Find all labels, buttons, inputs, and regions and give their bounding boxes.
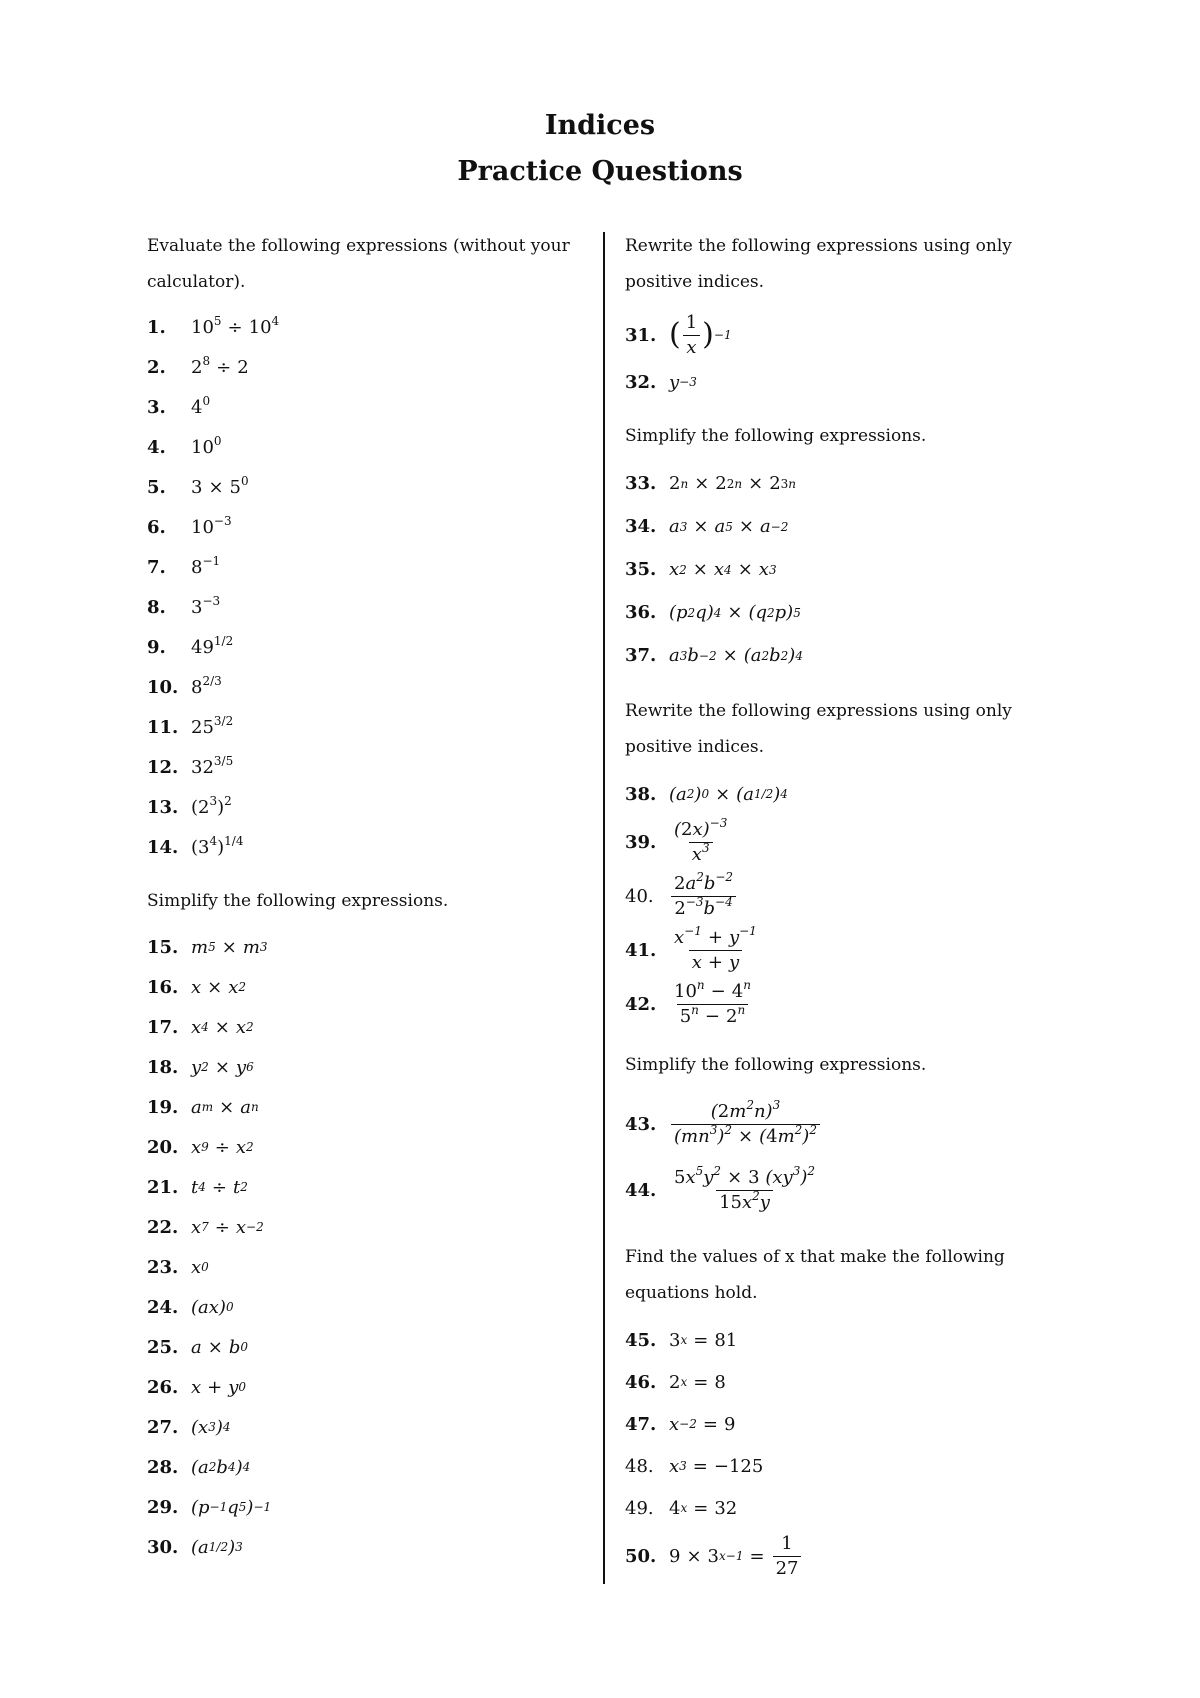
question-expression: a 3 × a 5 × a −2 (669, 516, 789, 537)
question-1 (147, 308, 597, 347)
question-number: 45. (625, 1329, 657, 1351)
question-number: 2. (147, 356, 166, 378)
column-divider (603, 232, 605, 1584)
question-number: 34. (625, 516, 657, 537)
question-4 (147, 427, 597, 467)
question-expression: x 9 ÷ x 2 (191, 1136, 254, 1158)
question-number: 4. (147, 436, 166, 458)
question-expression: (x 3 ) 4 (191, 1416, 231, 1438)
question-14 (147, 827, 597, 867)
question-47 (625, 1403, 1065, 1445)
right-column (625, 228, 1065, 1583)
question-number: 36. (625, 602, 657, 623)
question-expression: (p −1 q 5 ) −1 (191, 1496, 272, 1518)
question-number: 49. (625, 1497, 654, 1519)
instruction-evaluate: Evaluate the following expressions (without your calculator). (147, 236, 570, 292)
question-expression: $\frac{5x^5y^2 \times 3 (xy^3)^2}{15x^2y}$ (674, 1163, 815, 1213)
question-expression: x 7 ÷ x −2 (191, 1216, 264, 1238)
question-expression: $10^{-3}$ (191, 513, 232, 538)
question-expression: $8^{2/3}$ (191, 673, 222, 698)
question-23 (147, 1247, 597, 1287)
question-number: 22. (147, 1216, 179, 1238)
question-number: 46. (625, 1371, 657, 1393)
question-30 (147, 1527, 597, 1567)
instruction-simplify-3: Simplify the following expressions. (625, 1055, 927, 1075)
question-number: 7. (147, 556, 166, 578)
question-expression: 3 × $5^0$ (191, 473, 249, 498)
question-number: 15. (147, 936, 179, 958)
question-number: 42. (625, 993, 657, 1015)
question-45 (625, 1319, 1065, 1361)
question-expression: t 4 ÷ t 2 (191, 1176, 248, 1198)
question-number: 3. (147, 396, 166, 418)
question-expression: a × b 0 (191, 1336, 248, 1358)
question-37 (625, 634, 1065, 677)
question-29 (147, 1487, 597, 1527)
question-22 (147, 1207, 597, 1247)
question-expression: $10^5$ ÷ $10^4$ (191, 314, 280, 338)
question-number: 21. (147, 1176, 179, 1198)
question-24 (147, 1287, 597, 1327)
question-6 (147, 507, 597, 547)
question-expression: y 2 × y 6 (191, 1056, 254, 1078)
question-expression: m 5 × m 3 (191, 936, 268, 958)
instruction-solve: Find the values of x that make the following equations hold. (625, 1247, 1005, 1303)
question-expression: $25^{3/2}$ (191, 713, 234, 738)
question-number: 31. (625, 324, 657, 346)
question-5 (147, 467, 597, 507)
question-expression: 2 n × 2 2n × 2 3n (669, 473, 797, 494)
question-expression: x 0 (191, 1256, 209, 1278)
question-40 (625, 869, 1065, 923)
question-21 (147, 1167, 597, 1207)
spacer (625, 677, 1065, 693)
question-expression: a 3 b −2 × (a 2 b 2 ) 4 (669, 645, 803, 666)
question-expression: (a 2 ) 0 × (a 1/2 ) 4 (669, 783, 788, 805)
question-43 (625, 1091, 1065, 1157)
question-expression: $\frac{10^n - 4^n}{5^n - 2^n}$ (674, 977, 751, 1027)
question-number: 27. (147, 1416, 179, 1438)
question-expression: (a 2 b 4 ) 4 (191, 1456, 251, 1478)
question-2 (147, 347, 597, 387)
spacer (625, 402, 1065, 418)
question-25 (147, 1327, 597, 1367)
instruction-positive-indices-2: Rewrite the following expressions using only positive indices. (625, 701, 1012, 757)
question-expression: $2^8$ ÷ 2 (191, 353, 249, 378)
question-number: 16. (147, 976, 179, 998)
question-expression: 2 x = 8 (669, 1371, 726, 1393)
question-number: 18. (147, 1056, 179, 1078)
question-expression: $\frac{(2x)^{-3}}{x^3}$ (674, 815, 728, 865)
question-38 (625, 773, 1065, 815)
question-33 (625, 462, 1065, 505)
question-expression: $49^{1/2}$ (191, 633, 234, 658)
question-expression: x 3 = −125 (669, 1455, 764, 1477)
question-expression: $(2^3)^2$ (191, 793, 232, 818)
question-expression: ( $\frac{1}{x}$ ) −1 (669, 311, 732, 358)
question-34 (625, 505, 1065, 548)
question-13 (147, 787, 597, 827)
question-number: 37. (625, 645, 657, 666)
question-number: 40. (625, 885, 654, 907)
question-number: 23. (147, 1256, 179, 1278)
question-expression: 3 x = 81 (669, 1329, 738, 1351)
question-number: 29. (147, 1496, 179, 1518)
question-expression: $3^{-3}$ (191, 593, 221, 618)
page-subtitle: Practice Questions (457, 156, 743, 187)
question-number: 28. (147, 1456, 179, 1478)
question-expression: $\frac{(2m^2n)^3}{(mn^3)^2 \times (4m^2)^2}$ (669, 1102, 822, 1147)
question-expression: x 4 × x 2 (191, 1016, 254, 1038)
question-48 (625, 1445, 1065, 1487)
question-10 (147, 667, 597, 707)
question-26 (147, 1367, 597, 1407)
question-number: 12. (147, 756, 179, 778)
question-number: 47. (625, 1413, 657, 1435)
question-17 (147, 1007, 597, 1047)
question-expression: (ax) 0 (191, 1296, 234, 1318)
question-31 (625, 308, 1065, 362)
question-number: 33. (625, 473, 657, 494)
question-18 (147, 1047, 597, 1087)
question-16 (147, 967, 597, 1007)
spacer (147, 867, 597, 883)
question-27 (147, 1407, 597, 1447)
question-expression: x 2 × x 4 × x 3 (669, 559, 777, 580)
question-number: 19. (147, 1096, 179, 1118)
question-42 (625, 977, 1065, 1031)
instruction-positive-indices: Rewrite the following expressions using only positive indices. (625, 236, 1012, 292)
question-36 (625, 591, 1065, 634)
question-number: 30. (147, 1536, 179, 1558)
question-number: 25. (147, 1336, 179, 1358)
question-number: 14. (147, 836, 179, 858)
question-7 (147, 547, 597, 587)
question-number: 8. (147, 596, 166, 618)
question-expression: $32^{3/5}$ (191, 753, 234, 778)
question-number: 20. (147, 1136, 179, 1158)
question-expression: 9 × 3 x−1 = $\frac{1}{27}$ (669, 1534, 803, 1579)
spacer (625, 1223, 1065, 1239)
instruction-simplify-2: Simplify the following expressions. (625, 426, 927, 446)
left-column (147, 228, 597, 1567)
question-20 (147, 1127, 597, 1167)
question-number: 38. (625, 783, 657, 805)
question-expression: a m × a n (191, 1096, 259, 1118)
question-number: 41. (625, 939, 657, 961)
question-number: 43. (625, 1113, 657, 1135)
question-32 (625, 362, 1065, 402)
question-expression: (p 2 q) 4 × (q 2 p) 5 (669, 602, 801, 623)
question-39 (625, 815, 1065, 869)
question-expression: $\frac{x^{-1} + y^{-1}}{x + y}$ (674, 923, 757, 973)
question-expression: $8^{-1}$ (191, 553, 221, 578)
question-expression: y −3 (669, 371, 697, 393)
page-title: Indices (544, 110, 656, 141)
question-expression: $10^0$ (191, 433, 222, 458)
question-41 (625, 923, 1065, 977)
question-15 (147, 927, 597, 967)
question-number: 32. (625, 371, 657, 393)
question-number: 24. (147, 1296, 179, 1318)
question-expression: $4^0$ (191, 393, 211, 418)
question-19 (147, 1087, 597, 1127)
question-46 (625, 1361, 1065, 1403)
question-number: 10. (147, 676, 179, 698)
question-expression: $(3^4)^{1/4}$ (191, 833, 244, 858)
question-12 (147, 747, 597, 787)
question-number: 26. (147, 1376, 179, 1398)
question-number: 13. (147, 796, 179, 818)
spacer (625, 1031, 1065, 1047)
question-expression: 4 x = 32 (669, 1497, 738, 1519)
question-number: 48. (625, 1455, 654, 1477)
header (0, 108, 1200, 190)
question-44 (625, 1157, 1065, 1223)
question-number: 6. (147, 516, 166, 538)
question-expression: (a 1/2 ) 3 (191, 1536, 243, 1558)
question-35 (625, 548, 1065, 591)
question-number: 9. (147, 636, 166, 658)
question-expression: x + y 0 (191, 1376, 247, 1398)
question-expression: $\frac{2a^2b^{-2}}{2^{-3}b^{-4}}$ (669, 874, 738, 919)
question-expression: x −2 = 9 (669, 1413, 736, 1435)
question-11 (147, 707, 597, 747)
question-number: 50. (625, 1545, 657, 1567)
question-number: 11. (147, 716, 179, 738)
question-49 (625, 1487, 1065, 1529)
question-8 (147, 587, 597, 627)
question-50 (625, 1529, 1065, 1583)
question-3 (147, 387, 597, 427)
question-number: 39. (625, 831, 657, 853)
question-number: 17. (147, 1016, 179, 1038)
question-number: 35. (625, 559, 657, 580)
question-9 (147, 627, 597, 667)
question-number: 5. (147, 476, 166, 498)
question-number: 1. (147, 317, 166, 338)
instruction-simplify: Simplify the following expressions. (147, 891, 449, 911)
question-28 (147, 1447, 597, 1487)
question-number: 44. (625, 1179, 657, 1201)
question-expression: x × x 2 (191, 976, 247, 998)
